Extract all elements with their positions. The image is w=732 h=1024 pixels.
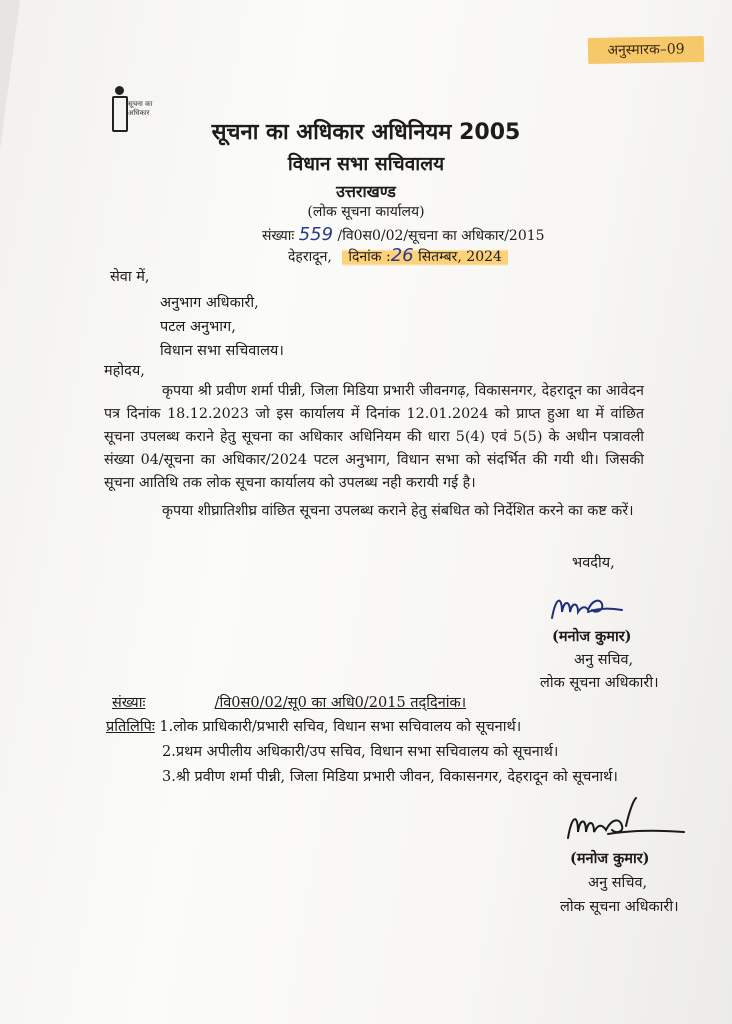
endorsement-number: संख्याः /वि0स0/02/सू0 का अधि0/2015 तद्‌दिनांक। bbox=[112, 695, 467, 711]
to-label: सेवा में, bbox=[110, 269, 150, 285]
handwritten-day: 26 bbox=[390, 245, 414, 266]
signatory-office-1: लोक सूचना अधिकारी। bbox=[540, 675, 659, 691]
addressee-line3: विधान सभा सचिवालय। bbox=[160, 343, 284, 359]
logo-head-icon bbox=[115, 86, 124, 95]
signatory-name-1: (मनोज कुमार) bbox=[552, 628, 632, 645]
date-highlight: दिनांक :26 सितम्बर, 2024 bbox=[342, 248, 508, 266]
logo-text: सूचना का अधिकार bbox=[128, 100, 153, 117]
handwritten-number: 559 bbox=[298, 224, 334, 245]
state-name: उत्तराखण्ड bbox=[336, 182, 396, 201]
reminder-tag: अनुस्मारक–09 bbox=[588, 36, 704, 64]
body-paragraph-1: कृपया श्री प्रवीण शर्मा पीन्नी, जिला मिडिया प्रभारी जीवनगढ़, विकासनगर, देहरादून का आवेदन पत्र दिनांक 18.12.2023 जो इस कार्यालय में दिनांक 12.01.2024 को प्राप्त हुआ था में वांछित सूचना उपलब्ध कराने हेतु सूचना का अधिकार अधिनियम की धारा 5(4) एवं 5(5) के अधीन पत्रावली संख्या 04/सूचना का अधिकार/2024 पटल अनुभाग, विधान सभा को संदर्भित की गयी थी। जिसकी सूचना आतिथि तक लोक सूचना कार्यालय को उपलब्ध नही करायी गई है। bbox=[104, 383, 644, 491]
signatory-designation-1: अनु सचिव, bbox=[574, 652, 634, 668]
copy-to-line3: 3.श्री प्रवीण शर्मा पीन्नी, जिला मिडिया प्रभारी जीवन, विकासनगर, देहरादून को सूचनार्थ। bbox=[162, 769, 618, 785]
section-name: (लोक सूचना कार्यालय) bbox=[307, 204, 425, 220]
signatory-office-2: लोक सूचना अधिकारी। bbox=[560, 899, 679, 915]
signature-2-image bbox=[562, 796, 692, 846]
copy-to-line2: 2.प्रथम अपीलीय अधिकारी/उप सचिव, विधान सभा सचिवालय को सूचनार्थ। bbox=[162, 744, 559, 760]
closing: भवदीय, bbox=[572, 555, 615, 571]
act-title: सूचना का अधिकार अधिनियम 2005 bbox=[211, 120, 521, 145]
reference-number: संख्याः 559 /वि0स0/02/सूचना का अधिकार/2015 bbox=[262, 224, 545, 245]
place-date: देहरादून, दिनांक :26 सितम्बर, 2024 bbox=[288, 245, 508, 266]
greeting: महोदय, bbox=[104, 363, 145, 379]
addressee-line1: अनुभाग अधिकारी, bbox=[160, 295, 259, 311]
signature-1-image bbox=[548, 590, 628, 624]
copy-to-line1: प्रतिलिपिः 1.लोक प्राधिकारी/प्रभारी सचिव, विधान सभा सचिवालय को सूचनार्थ। bbox=[106, 719, 522, 735]
copy-label: प्रतिलिपिः bbox=[106, 719, 155, 735]
office-name: विधान सभा सचिवालय bbox=[287, 153, 445, 175]
signatory-name-2: (मनोज कुमार) bbox=[570, 850, 650, 867]
addressee-line2: पटल अनुभाग, bbox=[160, 319, 236, 335]
body-paragraph-2: कृपया शीघ्रातिशीघ्र वांछित सूचना उपलब्ध कराने हेतु संबधित को निर्देशित करने का कष्ट करें। bbox=[162, 503, 634, 519]
signatory-designation-2: अनु सचिव, bbox=[588, 875, 648, 891]
